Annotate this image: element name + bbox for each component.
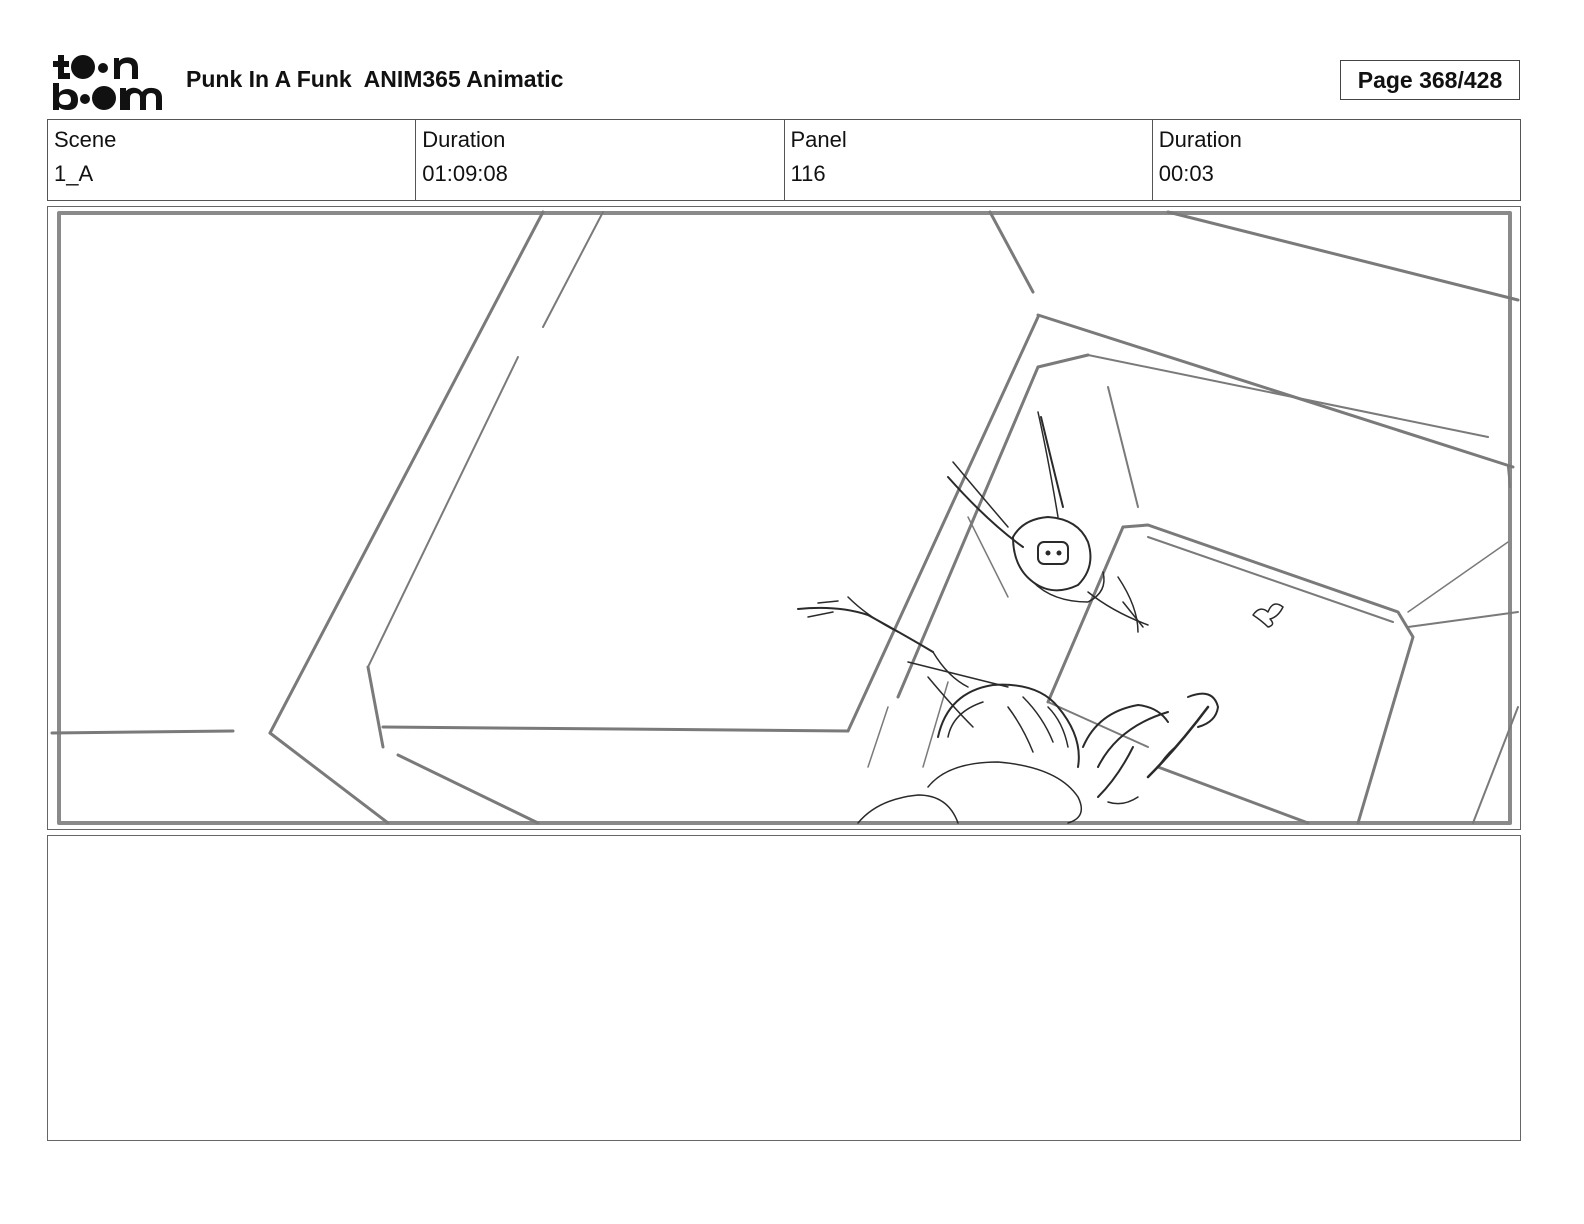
panel-duration-value: 00:03 bbox=[1158, 161, 1214, 186]
panel-value: 116 bbox=[790, 161, 826, 186]
scene-cell bbox=[48, 120, 416, 200]
panel-label: Panel bbox=[790, 127, 847, 152]
panel-cell bbox=[785, 120, 1153, 200]
document-title: Punk In A Funk ANIM365 Animatic bbox=[186, 66, 564, 92]
toonboom-logo bbox=[52, 52, 164, 112]
scene-info-table bbox=[47, 119, 1521, 201]
panel-duration-cell bbox=[1153, 120, 1520, 200]
scene-duration-label: Duration bbox=[422, 127, 506, 152]
scene-duration-value: 01:09:08 bbox=[422, 161, 508, 186]
scene-label: Scene bbox=[54, 127, 117, 152]
panel-duration-label: Duration bbox=[1158, 127, 1242, 152]
page-indicator: Page 368/428 bbox=[1340, 60, 1520, 100]
storyboard-panel bbox=[47, 206, 1521, 830]
storyboard-sketch-icon bbox=[48, 207, 1520, 829]
scene-value: 1_A bbox=[54, 161, 94, 186]
scene-duration-cell bbox=[416, 120, 784, 200]
panel-notes-area bbox=[47, 835, 1521, 1141]
